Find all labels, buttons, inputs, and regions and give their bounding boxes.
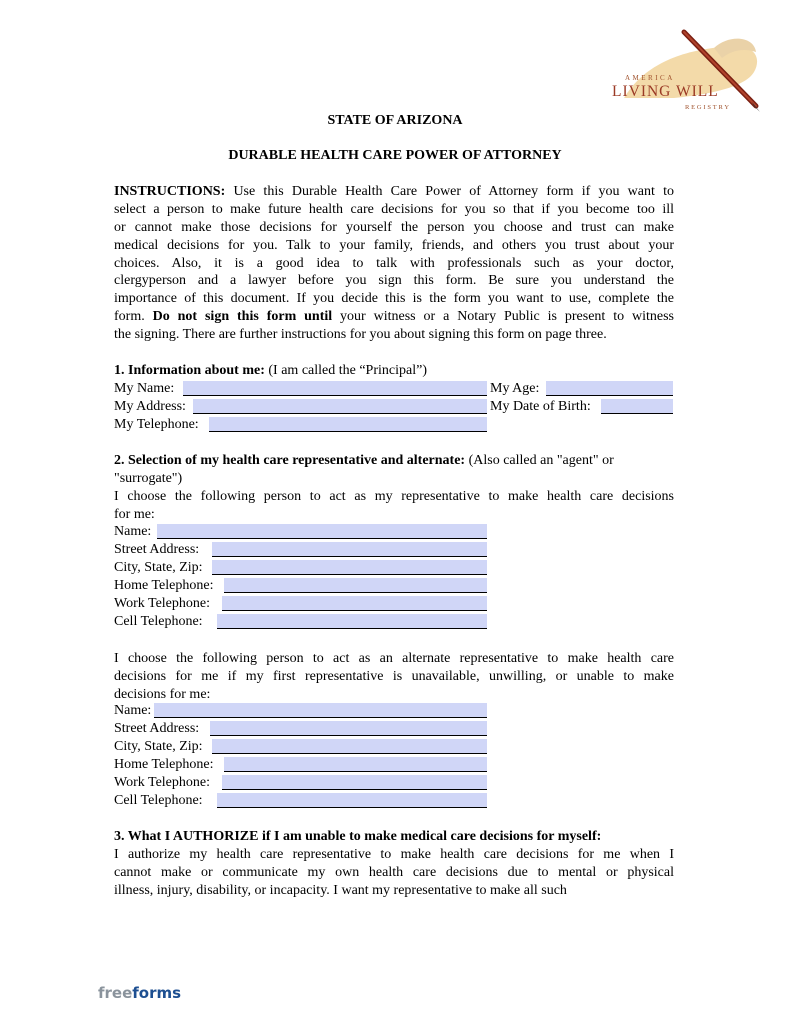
rep-home-phone-label: Home Telephone: — [114, 578, 214, 593]
my-telephone-label: My Telephone: — [114, 417, 199, 432]
rep-name-label: Name: — [114, 524, 152, 539]
section3-heading: 3. What I AUTHORIZE if I am unable to make medical care decisions for myself: — [114, 829, 602, 844]
my-name-field[interactable] — [183, 381, 487, 396]
form-title: DURABLE HEALTH CARE POWER OF ATTORNEY — [228, 148, 562, 163]
freeforms-logo: freeforms — [98, 984, 182, 1002]
alt-street-field[interactable] — [210, 721, 487, 736]
alt-name-field[interactable] — [154, 703, 487, 718]
instructions-label: INSTRUCTIONS: — [114, 184, 226, 199]
section1-heading: 1. Information about me: (I am called the “Principal”) — [114, 363, 427, 378]
my-dob-field[interactable] — [601, 399, 673, 414]
section2-heading-cont: "surrogate") — [114, 471, 183, 486]
rep-work-phone-field[interactable] — [222, 596, 487, 611]
rep-cell-phone-label: Cell Telephone: — [114, 614, 203, 629]
my-address-field[interactable] — [193, 399, 487, 414]
rep-work-phone-label: Work Telephone: — [114, 596, 210, 611]
alt-name-label: Name: — [114, 703, 152, 718]
alt-cell-phone-label: Cell Telephone: — [114, 793, 203, 808]
my-age-label: My Age: — [490, 381, 540, 396]
section2-heading: 2. Selection of my health care representative and alternate: (Also called an "agent" or — [114, 453, 614, 468]
rep-cell-phone-field[interactable] — [217, 614, 487, 629]
alt-street-label: Street Address: — [114, 721, 200, 736]
logo-text-bottom: REGISTRY — [685, 104, 731, 111]
instructions-paragraph: INSTRUCTIONS: Use this Durable Health Care Power of Attorney form if you want to select a person to make future health care decisions for you so that if you become too ill or cannot make those decisions for yourself the person you choose and trust can make medical decisions for you. Talk to your family, friends, and others you trust about your choices. Also, it is a good idea to talk with professionals such as your doctor, clergyperson and a lawyer before you sign this form. Be sure you understand the importance of this document. If you decide this is the form you want to use, complete the form. Do not sign this form until your witness or a Notary Public is present to witness the signing. There are further instructions for you about signing this form on page three. — [114, 184, 674, 343]
my-age-field[interactable] — [546, 381, 673, 396]
my-name-label: My Name: — [114, 381, 175, 396]
section3-paragraph: I authorize my health care representative to make health care decisions for me when I cannot make or communicate my own health care decisions due to mental or physical illness, injury, disability, or incapacity. I want my representative to make all such — [114, 847, 674, 898]
alt-cell-phone-field[interactable] — [217, 793, 487, 808]
rep-street-field[interactable] — [212, 542, 487, 557]
alt-work-phone-label: Work Telephone: — [114, 775, 210, 790]
logo-text-main: LIVING WILL — [612, 83, 719, 100]
rep-street-label: Street Address: — [114, 542, 200, 557]
state-title: STATE OF ARIZONA — [327, 113, 463, 128]
alt-home-phone-label: Home Telephone: — [114, 757, 214, 772]
alt-city-label: City, State, Zip: — [114, 739, 203, 754]
rep-city-field[interactable] — [212, 560, 487, 575]
alternate-intro: I choose the following person to act as an alternate representative to make health care decisions for me if my first representative is unavailable, unwilling, or unable to make decisions for me: — [114, 651, 674, 702]
alt-home-phone-field[interactable] — [224, 757, 487, 772]
alt-city-field[interactable] — [212, 739, 487, 754]
logo-text-top: AMERICA — [625, 74, 675, 82]
rep-city-label: City, State, Zip: — [114, 560, 203, 575]
my-telephone-field[interactable] — [209, 417, 487, 432]
do-not-sign-warning: Do not sign this form until — [152, 309, 333, 325]
quill-pen-icon — [604, 26, 764, 118]
my-dob-label: My Date of Birth: — [490, 399, 591, 414]
my-address-label: My Address: — [114, 399, 186, 414]
rep-home-phone-field[interactable] — [224, 578, 487, 593]
representative-intro: I choose the following person to act as my representative to make health care decisions for me: — [114, 489, 674, 522]
rep-name-field[interactable] — [157, 524, 487, 539]
alt-work-phone-field[interactable] — [222, 775, 487, 790]
living-will-registry-logo — [604, 26, 764, 118]
